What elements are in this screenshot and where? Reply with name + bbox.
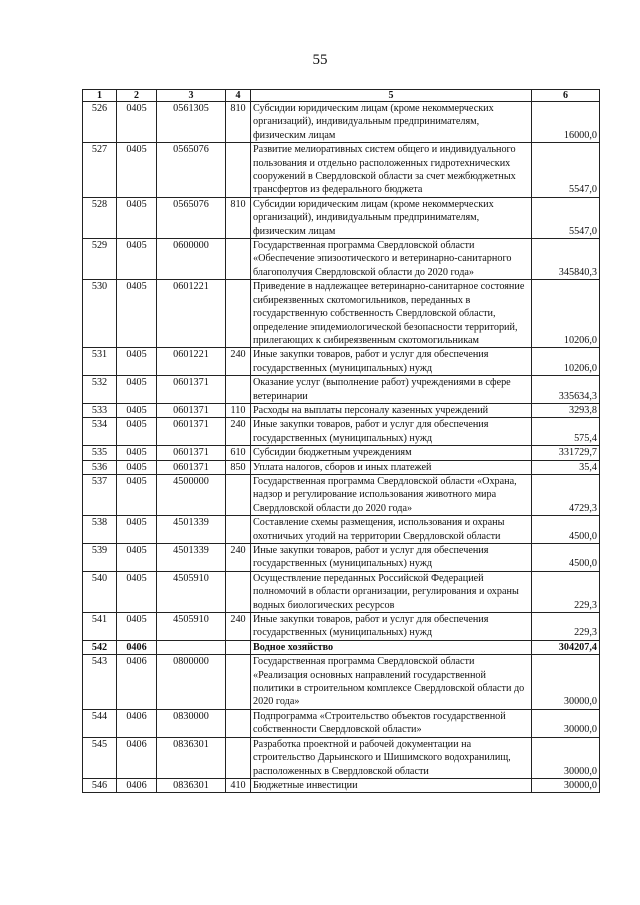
table-row	[83, 460, 600, 474]
section-code-cell: 0405	[117, 613, 157, 641]
row-number-cell: 543	[83, 655, 117, 710]
section-code-cell: 0405	[117, 197, 157, 238]
item-name-cell: Субсидии бюджетным учреждениям	[251, 446, 532, 460]
column-header: 5	[251, 90, 532, 102]
target-article-cell: 0565076	[157, 197, 226, 238]
target-article-cell: 4501339	[157, 516, 226, 544]
item-name-cell: Иные закупки товаров, работ и услуг для обеспечения государственных (муниципальных) нужд	[251, 418, 532, 446]
amount-cell: 345840,3	[532, 239, 600, 280]
section-code-cell: 0406	[117, 640, 157, 654]
row-number-cell: 542	[83, 640, 117, 654]
table-row	[83, 348, 600, 376]
amount-cell: 5547,0	[532, 143, 600, 198]
page-number: 55	[312, 52, 328, 68]
column-header: 2	[117, 90, 157, 102]
table-row	[83, 376, 600, 404]
amount-cell: 30000,0	[532, 737, 600, 778]
table-row	[83, 280, 600, 348]
section-code-cell: 0405	[117, 418, 157, 446]
amount-cell: 30000,0	[532, 778, 600, 792]
row-number-cell: 527	[83, 143, 117, 198]
row-number-cell: 529	[83, 239, 117, 280]
section-code-cell: 0406	[117, 737, 157, 778]
item-name-cell: Расходы на выплаты персоналу казенных учреждений	[251, 403, 532, 417]
target-article-cell: 0561305	[157, 102, 226, 143]
row-number-cell: 539	[83, 544, 117, 572]
expense-type-cell	[226, 143, 251, 198]
amount-cell: 4500,0	[532, 516, 600, 544]
amount-cell: 575,4	[532, 418, 600, 446]
row-number-cell: 533	[83, 403, 117, 417]
table-row	[83, 778, 600, 792]
item-name-cell: Субсидии юридическим лицам (кроме некоммерческих организаций), индивидуальным предпринимателям, физическим лицам	[251, 197, 532, 238]
row-number-cell: 528	[83, 197, 117, 238]
item-name-cell: Иные закупки товаров, работ и услуг для обеспечения государственных (муниципальных) нужд	[251, 544, 532, 572]
column-header: 6	[532, 90, 600, 102]
expense-type-cell: 850	[226, 460, 251, 474]
target-article-cell: 0601221	[157, 348, 226, 376]
section-code-cell: 0405	[117, 376, 157, 404]
row-number-cell: 532	[83, 376, 117, 404]
expense-type-cell: 110	[226, 403, 251, 417]
table-row	[83, 544, 600, 572]
expense-type-cell: 240	[226, 348, 251, 376]
row-number-cell: 536	[83, 460, 117, 474]
amount-cell: 4729,3	[532, 474, 600, 515]
amount-cell: 335634,3	[532, 376, 600, 404]
row-number-cell: 540	[83, 571, 117, 612]
table-body	[83, 102, 600, 793]
item-name-cell: Составление схемы размещения, использования и охраны охотничьих угодий на территории Свердловской области	[251, 516, 532, 544]
table-row	[83, 239, 600, 280]
amount-cell: 331729,7	[532, 446, 600, 460]
amount-cell: 3293,8	[532, 403, 600, 417]
amount-cell: 229,3	[532, 571, 600, 612]
row-number-cell: 545	[83, 737, 117, 778]
table-row	[83, 737, 600, 778]
target-article-cell: 4505910	[157, 613, 226, 641]
table-header-row	[83, 90, 600, 102]
section-code-cell: 0405	[117, 460, 157, 474]
target-article-cell: 0836301	[157, 778, 226, 792]
section-code-cell: 0405	[117, 474, 157, 515]
target-article-cell: 0601371	[157, 403, 226, 417]
target-article-cell: 0830000	[157, 709, 226, 737]
target-article-cell: 0601371	[157, 376, 226, 404]
table-row	[83, 709, 600, 737]
row-number-cell: 534	[83, 418, 117, 446]
expense-type-cell	[226, 655, 251, 710]
item-name-cell: Иные закупки товаров, работ и услуг для обеспечения государственных (муниципальных) нужд	[251, 613, 532, 641]
expense-type-cell	[226, 709, 251, 737]
expense-type-cell: 810	[226, 102, 251, 143]
amount-cell: 5547,0	[532, 197, 600, 238]
section-code-cell: 0405	[117, 544, 157, 572]
row-number-cell: 546	[83, 778, 117, 792]
item-name-cell: Разработка проектной и рабочей документации на строительство Дарьинского и Шишимского водохранилищ, расположенных в Свердловской области	[251, 737, 532, 778]
item-name-cell: Государственная программа Свердловской области «Охрана, надзор и регулирование использования животного мира Свердловской области до 2020 года»	[251, 474, 532, 515]
table-row	[83, 418, 600, 446]
item-name-cell: Развитие мелиоративных систем общего и индивидуального пользования и отдельно расположенных гидротехнических сооружений в Свердловской области за счет межбюджетных трансфертов из федерального бюджета	[251, 143, 532, 198]
section-code-cell: 0405	[117, 143, 157, 198]
table-row	[83, 474, 600, 515]
column-header: 1	[83, 90, 117, 102]
table-row	[83, 613, 600, 641]
expense-type-cell: 810	[226, 197, 251, 238]
section-code-cell: 0406	[117, 778, 157, 792]
amount-cell: 229,3	[532, 613, 600, 641]
expense-type-cell: 410	[226, 778, 251, 792]
target-article-cell: 0565076	[157, 143, 226, 198]
table-row	[83, 640, 600, 654]
amount-cell: 10206,0	[532, 348, 600, 376]
section-code-cell: 0405	[117, 516, 157, 544]
section-code-cell: 0405	[117, 348, 157, 376]
table-row	[83, 197, 600, 238]
target-article-cell: 0601371	[157, 418, 226, 446]
section-code-cell: 0405	[117, 571, 157, 612]
expense-type-cell	[226, 640, 251, 654]
target-article-cell: 0836301	[157, 737, 226, 778]
section-code-cell: 0406	[117, 709, 157, 737]
item-name-cell: Водное хозяйство	[251, 640, 532, 654]
expense-type-cell	[226, 474, 251, 515]
row-number-cell: 544	[83, 709, 117, 737]
row-number-cell: 526	[83, 102, 117, 143]
amount-cell: 30000,0	[532, 709, 600, 737]
target-article-cell	[157, 640, 226, 654]
item-name-cell: Бюджетные инвестиции	[251, 778, 532, 792]
item-name-cell: Подпрограмма «Строительство объектов государственной собственности Свердловской области»	[251, 709, 532, 737]
table-row	[83, 102, 600, 143]
section-code-cell: 0405	[117, 446, 157, 460]
item-name-cell: Государственная программа Свердловской области «Обеспечение эпизоотического и ветеринарно-санитарного благополучия Свердловской области до 2020 года»	[251, 239, 532, 280]
expense-type-cell: 610	[226, 446, 251, 460]
amount-cell: 10206,0	[532, 280, 600, 348]
item-name-cell: Иные закупки товаров, работ и услуг для обеспечения государственных (муниципальных) нужд	[251, 348, 532, 376]
target-article-cell: 4501339	[157, 544, 226, 572]
row-number-cell: 541	[83, 613, 117, 641]
expense-type-cell	[226, 239, 251, 280]
section-code-cell: 0406	[117, 655, 157, 710]
target-article-cell: 4500000	[157, 474, 226, 515]
row-number-cell: 535	[83, 446, 117, 460]
table-row	[83, 143, 600, 198]
amount-cell: 4500,0	[532, 544, 600, 572]
amount-cell: 35,4	[532, 460, 600, 474]
target-article-cell: 4505910	[157, 571, 226, 612]
target-article-cell: 0601221	[157, 280, 226, 348]
expense-type-cell	[226, 376, 251, 404]
item-name-cell: Приведение в надлежащее ветеринарно-санитарное состояние сибиреязвенных скотомогильников, переданных в государственную собственность Свердловской области, определение эпидемиологической безопасности территорий, прилегающих к сибиреязвенным скотомогильникам	[251, 280, 532, 348]
item-name-cell: Субсидии юридическим лицам (кроме некоммерческих организаций), индивидуальным предпринимателям, физическим лицам	[251, 102, 532, 143]
table-row	[83, 446, 600, 460]
column-header: 3	[157, 90, 226, 102]
expense-type-cell	[226, 571, 251, 612]
expense-type-cell	[226, 737, 251, 778]
target-article-cell: 0601371	[157, 446, 226, 460]
section-code-cell: 0405	[117, 102, 157, 143]
expense-type-cell: 240	[226, 418, 251, 446]
column-header: 4	[226, 90, 251, 102]
target-article-cell: 0800000	[157, 655, 226, 710]
item-name-cell: Оказание услуг (выполнение работ) учреждениями в сфере ветеринарии	[251, 376, 532, 404]
target-article-cell: 0600000	[157, 239, 226, 280]
expense-type-cell: 240	[226, 613, 251, 641]
expense-type-cell	[226, 280, 251, 348]
item-name-cell: Уплата налогов, сборов и иных платежей	[251, 460, 532, 474]
row-number-cell: 530	[83, 280, 117, 348]
expense-type-cell: 240	[226, 544, 251, 572]
amount-cell: 30000,0	[532, 655, 600, 710]
section-code-cell: 0405	[117, 239, 157, 280]
target-article-cell: 0601371	[157, 460, 226, 474]
table-row	[83, 571, 600, 612]
item-name-cell: Государственная программа Свердловской области «Реализация основных направлений государственной политики в строительном комплексе Свердловской области до 2020 года»	[251, 655, 532, 710]
expense-type-cell	[226, 516, 251, 544]
table-row	[83, 655, 600, 710]
section-code-cell: 0405	[117, 403, 157, 417]
budget-table	[82, 89, 600, 793]
item-name-cell: Осуществление переданных Российской Федерацией полномочий в области организации, регулирования и охраны водных биологических ресурсов	[251, 571, 532, 612]
table-row	[83, 403, 600, 417]
amount-cell: 16000,0	[532, 102, 600, 143]
row-number-cell: 531	[83, 348, 117, 376]
row-number-cell: 537	[83, 474, 117, 515]
row-number-cell: 538	[83, 516, 117, 544]
table-row	[83, 516, 600, 544]
amount-cell: 304207,4	[532, 640, 600, 654]
section-code-cell: 0405	[117, 280, 157, 348]
